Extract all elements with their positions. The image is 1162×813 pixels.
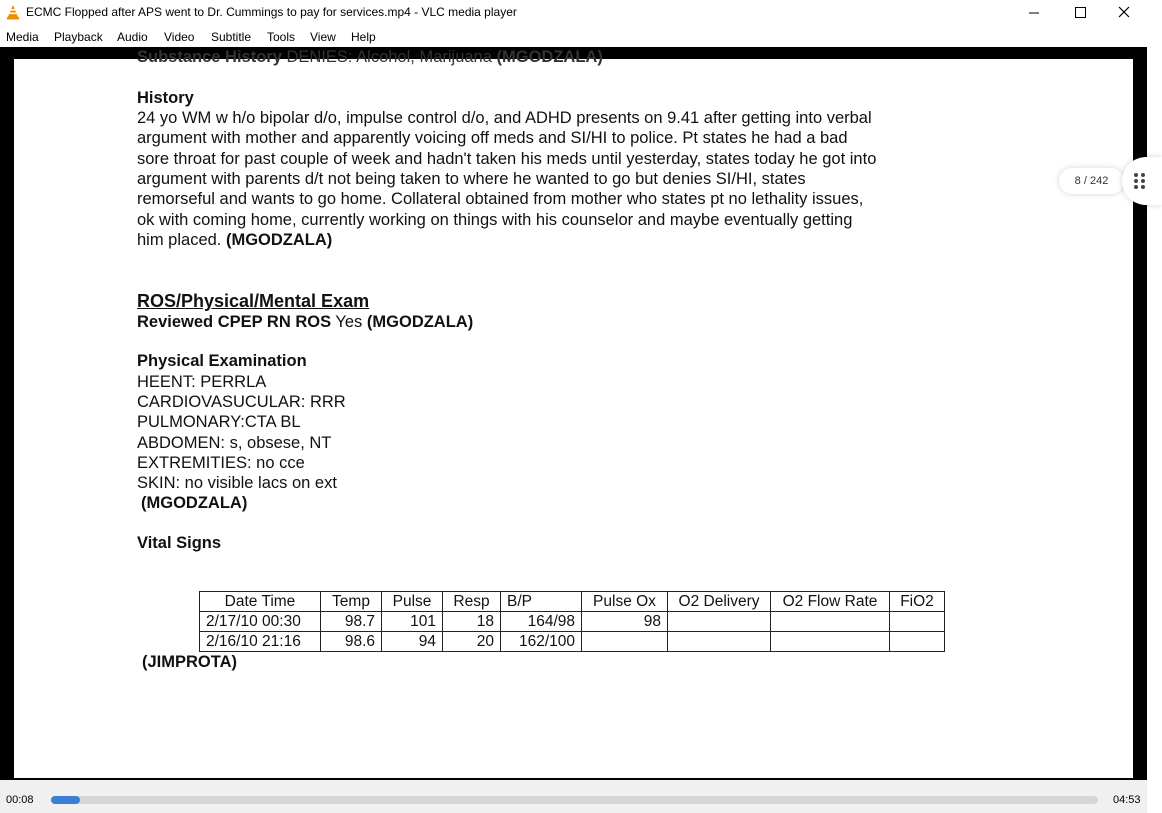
history-line: argument with parents d/t not being taken to where he wanted to go but denies SI/HI, states [137,170,806,188]
ros-heading: ROS/Physical/Mental Exam [137,291,370,311]
col-header: Resp [443,592,501,612]
table-cell [890,632,945,652]
table-cell [668,612,771,632]
table-cell [668,632,771,652]
table-cell: 98 [582,612,668,632]
exam-line: HEENT: PERRLA [137,373,267,391]
col-header: Pulse Ox [582,592,668,612]
exam-line: EXTREMITIES: no cce [137,454,305,472]
table-cell [771,632,890,652]
history-line: sore throat for past couple of week and hadn't taken his meds until yesterday, states today he got into [137,150,877,168]
title-bar [0,0,1147,24]
page-indicator: 8 / 242 [1059,168,1124,194]
table-cell: 98.6 [321,632,382,652]
exam-line: PULMONARY:CTA BL [137,413,301,431]
history-line: ok with coming home, currently working on things with his counselor and maybe eventually getting [137,211,853,229]
menu-tools[interactable]: Tools [267,30,296,44]
table-cell: 98.7 [321,612,382,632]
table-cell: 164/98 [501,612,582,632]
menu-subtitle[interactable]: Subtitle [211,30,252,44]
menu-audio[interactable]: Audio [117,30,148,44]
exam-line: CARDIOVASUCULAR: RRR [137,393,346,411]
exam-line: SKIN: no visible lacs on ext [137,474,337,492]
maximize-button[interactable] [1057,0,1103,24]
col-header: O2 Delivery [668,592,771,612]
menu-view[interactable]: View [310,30,336,44]
window-title: ECMC Flopped after APS went to Dr. Cummings to pay for services.mp4 - VLC media player [26,5,517,19]
elapsed-time: 00:08 [6,794,34,806]
exam-line: ABDOMEN: s, obsese, NT [137,434,332,452]
col-header: B/P [501,592,582,612]
menu-playback[interactable]: Playback [54,30,103,44]
table-cell: 101 [382,612,443,632]
col-header: FiO2 [890,592,945,612]
reviewed-ros-line: Reviewed CPEP RN ROS Yes (MGODZALA) [137,313,474,331]
table-cell [890,612,945,632]
table-cell: 2/17/10 00:30 [200,612,321,632]
grip-dots-icon [1133,172,1147,190]
menu-bar [0,25,1147,47]
history-line: argument with mother and apparently voicing off meds and SI/HI to police. Pt states he had a bad [137,129,848,147]
minimize-icon [1029,7,1040,18]
col-header: O2 Flow Rate [771,592,890,612]
seek-progress [51,796,80,804]
table-cell: 162/100 [501,632,582,652]
close-icon [1118,6,1130,18]
history-line-last: him placed. (MGODZALA) [137,231,333,249]
table-row [200,632,945,652]
table-cell [582,632,668,652]
seek-bar[interactable] [51,796,1098,804]
document-page [14,48,1133,778]
history-line: remorseful and wants to go home. Collateral obtained from mother who states pt no lethality issues, [137,190,864,208]
history-heading: History [137,89,194,107]
vital-signs-heading: Vital Signs [137,534,222,552]
maximize-icon [1075,7,1086,18]
table-cell: 2/16/10 21:16 [200,632,321,652]
table-header-row [200,592,945,612]
col-header: Date Time [200,592,321,612]
side-panel-handle[interactable] [1122,157,1162,205]
substance-history-line: Substance History DENIES: Alcohol, Marijuana (MGODZALA) [137,48,603,66]
table-row [200,612,945,632]
menu-help[interactable]: Help [351,30,376,44]
vitals-author: (JIMPROTA) [142,653,238,671]
table-cell: 20 [443,632,501,652]
exam-author: (MGODZALA) [141,494,248,512]
minimize-button[interactable] [1011,0,1057,24]
table-cell [771,612,890,632]
col-header: Temp [321,592,382,612]
menu-media[interactable]: Media [6,30,39,44]
col-header: Pulse [382,592,443,612]
physical-exam-heading: Physical Examination [137,352,307,370]
playback-controls [0,780,1147,813]
total-time: 04:53 [1113,794,1141,806]
video-area[interactable] [0,47,1147,780]
history-line: 24 yo WM w h/o bipolar d/o, impulse control d/o, and ADHD presents on 9.41 after getting into verbal [137,109,872,127]
vlc-cone-icon [6,4,20,20]
table-cell: 18 [443,612,501,632]
menu-video[interactable]: Video [164,30,195,44]
table-cell: 94 [382,632,443,652]
vital-signs-table [199,591,945,652]
close-button[interactable] [1101,0,1147,24]
